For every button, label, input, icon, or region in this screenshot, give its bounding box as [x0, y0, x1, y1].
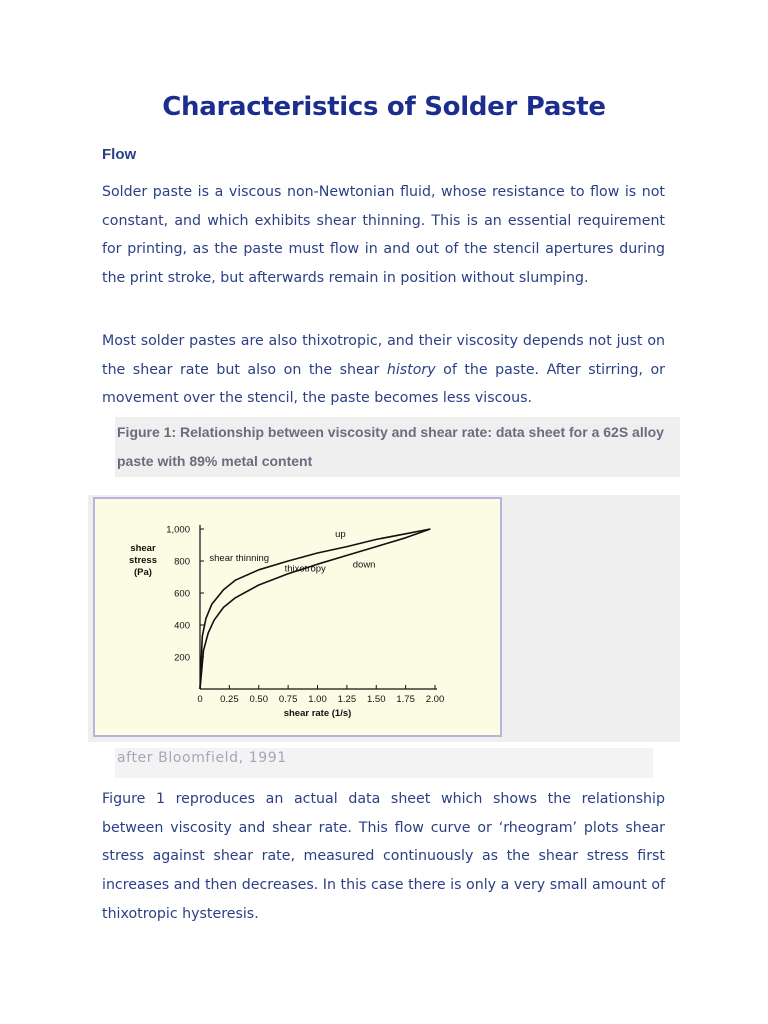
rheogram-chart: [95, 499, 500, 735]
x-tick-label: 0.75: [278, 694, 298, 705]
y-tick-label: 200: [174, 652, 190, 664]
paragraph-text: Most solder pastes are also thixotropic, and their viscosity depends not just on the shear rate but also on the shear: [102, 333, 665, 378]
paragraph-thixotropy: [102, 327, 665, 413]
x-tick-label: 0.50: [249, 694, 268, 705]
figure-panel: [93, 497, 502, 737]
x-tick-label: 0: [197, 694, 203, 705]
section-heading: Flow: [102, 146, 137, 163]
x-tick-label: 1.50: [367, 694, 386, 705]
y-axis-label: shear: [130, 543, 156, 554]
paragraph-rheogram: Figure 1 reproduces an actual data sheet which shows the relationship between viscosity and shear rate. This flow curve or ‘rheogram’ plots shear stress against shear rate, measured continuously as the shear stress first increases and then decreases. In this case there is only a very small amount of thixotropic hysteresis.: [102, 791, 665, 922]
paragraph-text: of the paste. After stirring, or movement over the stencil, the paste becomes less viscous.: [102, 361, 665, 407]
x-tick-label: 1.25: [337, 694, 357, 705]
y-axis-label: (Pa): [134, 567, 152, 578]
chart-annotation: up: [335, 529, 346, 540]
figure-credit: after Bloomfield, 1991: [117, 750, 287, 766]
x-tick-label: 1.75: [396, 694, 415, 705]
y-tick-label: 1,000: [166, 524, 190, 536]
chart-annotation: down: [352, 559, 376, 571]
y-tick-label: 600: [174, 588, 190, 600]
x-axis-label: shear rate (1/s): [283, 708, 352, 719]
figure-caption: Figure 1: Relationship between viscosity and shear rate: data sheet for a 62S alloy paste with 89% metal content: [117, 424, 664, 469]
y-tick-label: 400: [174, 620, 190, 632]
x-tick-label: 1.00: [308, 694, 327, 705]
y-axis-label: stress: [129, 555, 157, 566]
paragraph-intro: Solder paste is a viscous non-Newtonian fluid, whose resistance to flow is not constant, and which exhibits shear thinning. This is an essential requirement for printing, as the paste must flow in and out of the stencil apertures during the print stroke, but afterwards remain in position without slumping.: [102, 184, 665, 287]
x-tick-label: 2.00: [425, 694, 445, 705]
chart-annotation: thixotropy: [284, 563, 326, 575]
page-title: Characteristics of Solder Paste: [162, 92, 606, 122]
y-tick-label: 800: [174, 556, 190, 568]
chart-annotation: shear thinning: [209, 553, 270, 564]
emphasis-text: history: [386, 361, 436, 378]
x-tick-label: 0.25: [220, 694, 239, 705]
